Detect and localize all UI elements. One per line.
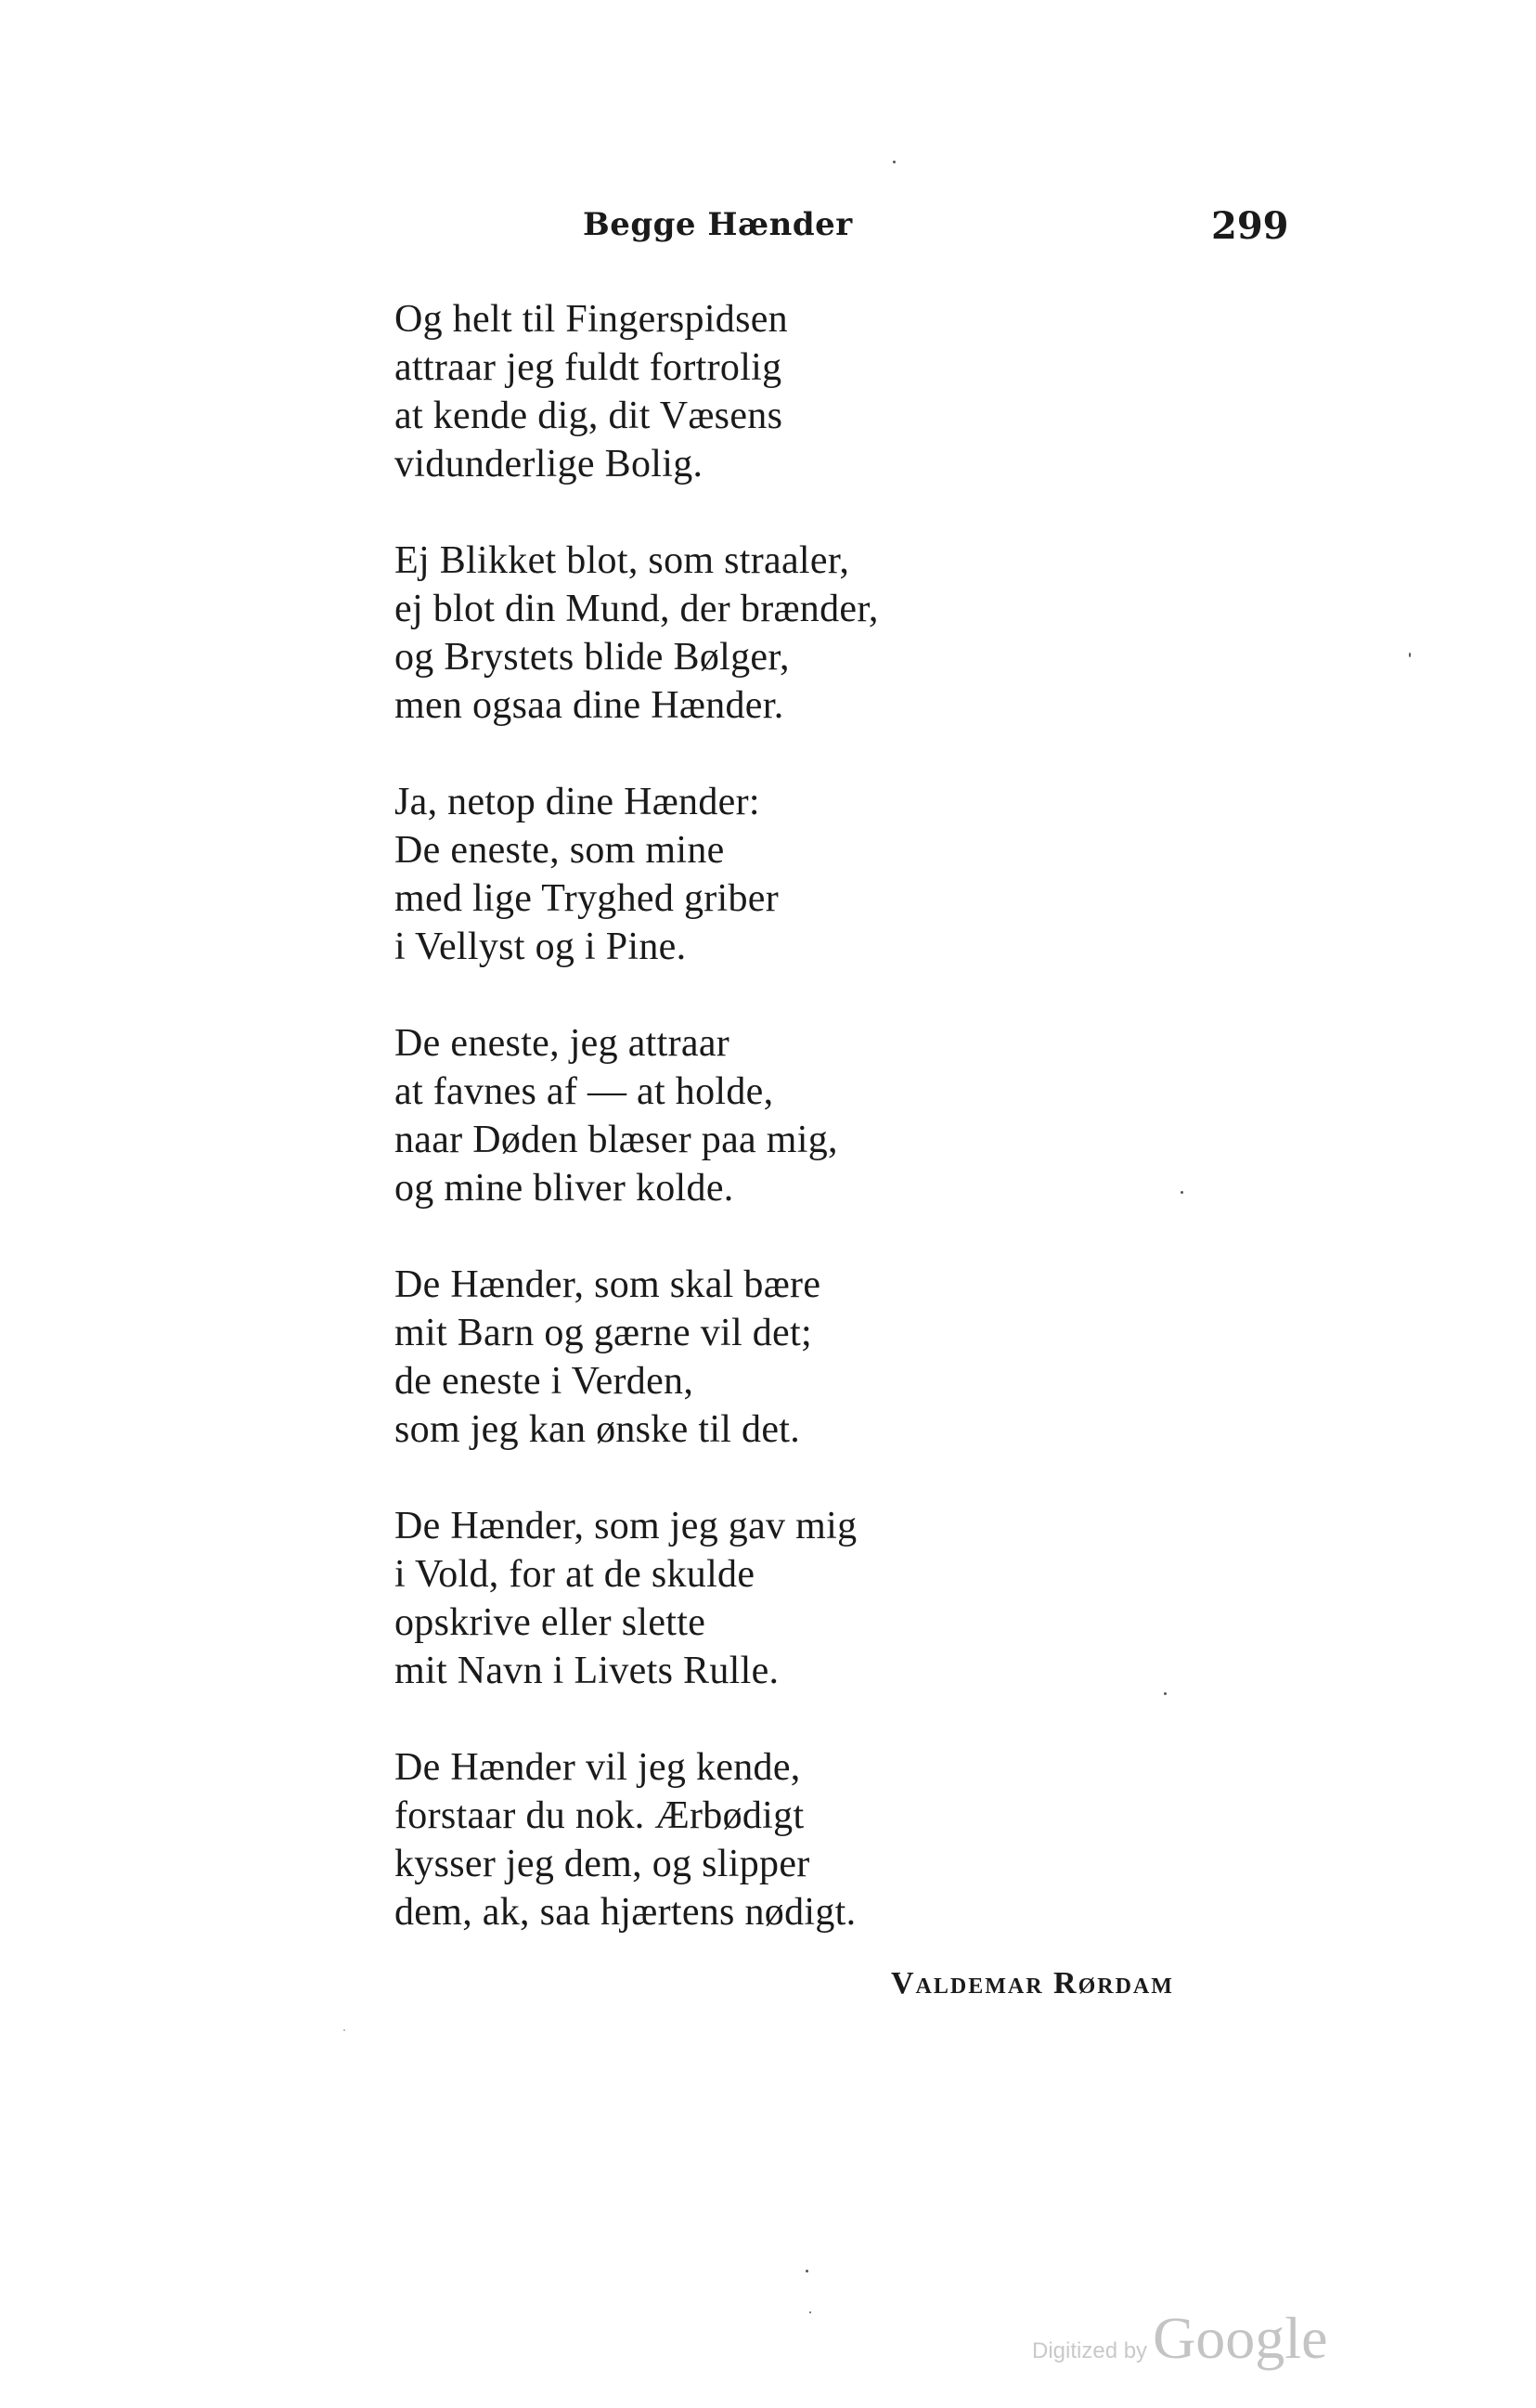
poem-line: De eneste, jeg attraar xyxy=(394,1022,730,1065)
scan-speck xyxy=(1181,1191,1183,1194)
stanza-2 xyxy=(394,537,1230,730)
stanza-1 xyxy=(394,295,1230,488)
poem-line: kysser jeg dem, og slipper xyxy=(394,1843,810,1885)
poem-line: dem, ak, saa hjærtens nødigt. xyxy=(394,1891,857,1934)
poem-line: i Vold, for at de skulde xyxy=(394,1553,755,1596)
stanza-6 xyxy=(394,1502,1230,1695)
poem xyxy=(394,295,1230,1985)
poem-line: attraar jeg fuldt fortrolig xyxy=(394,346,782,389)
scan-speck xyxy=(1164,1692,1167,1695)
scan-speck xyxy=(893,161,896,163)
scan-speck xyxy=(1409,653,1411,657)
poem-line: men ogsaa dine Hænder. xyxy=(394,684,784,727)
poem-line: og mine bliver kolde. xyxy=(394,1167,734,1210)
stanza-7 xyxy=(394,1743,1230,1936)
poem-line: ej blot din Mund, der brænder, xyxy=(394,588,879,630)
poem-line: Ej Blikket blot, som straaler, xyxy=(394,539,850,582)
author-signature: Valdemar Rørdam xyxy=(891,1966,1174,2000)
scan-speck xyxy=(343,2029,345,2031)
poem-line: De Hænder, som jeg gav mig xyxy=(394,1505,858,1547)
stanza-4 xyxy=(394,1019,1230,1212)
google-watermark xyxy=(1032,2304,1327,2373)
watermark-prefix: Digitized by xyxy=(1032,2338,1148,2363)
poem-line: naar Døden blæser paa mig, xyxy=(394,1119,838,1161)
poem-line: De Hænder, som skal bære xyxy=(394,1263,821,1306)
poem-line: De eneste, som mine xyxy=(394,829,725,872)
stanza-3 xyxy=(394,778,1230,971)
page-number: 299 xyxy=(1211,204,1289,248)
scan-speck xyxy=(806,2270,808,2272)
poem-line: i Vellyst og i Pine. xyxy=(394,926,687,968)
poem-line: Og helt til Fingerspidsen xyxy=(394,298,788,341)
poem-line: de eneste i Verden, xyxy=(394,1360,694,1403)
poem-line: som jeg kan ønske til det. xyxy=(394,1408,801,1451)
poem-line: Ja, netop dine Hænder: xyxy=(394,781,760,823)
poem-line: mit Barn og gærne vil det; xyxy=(394,1312,812,1354)
poem-line: med lige Tryghed griber xyxy=(394,877,780,920)
running-title: Begge Hænder xyxy=(583,206,853,243)
poem-line: at favnes af — at holde, xyxy=(394,1070,774,1113)
stanza-5 xyxy=(394,1261,1230,1454)
poem-line: mit Navn i Livets Rulle. xyxy=(394,1650,780,1692)
poem-line: og Brystets blide Bølger, xyxy=(394,636,790,679)
poem-line: vidunderlige Bolig. xyxy=(394,443,703,485)
poem-line: De Hænder vil jeg kende, xyxy=(394,1746,801,1789)
scan-speck xyxy=(809,2311,811,2313)
poem-line: at kende dig, dit Væsens xyxy=(394,395,783,437)
google-logo: Google xyxy=(1153,2305,1328,2371)
poem-line: forstaar du nok. Ærbødigt xyxy=(394,1794,805,1837)
poem-line: opskrive eller slette xyxy=(394,1601,706,1644)
